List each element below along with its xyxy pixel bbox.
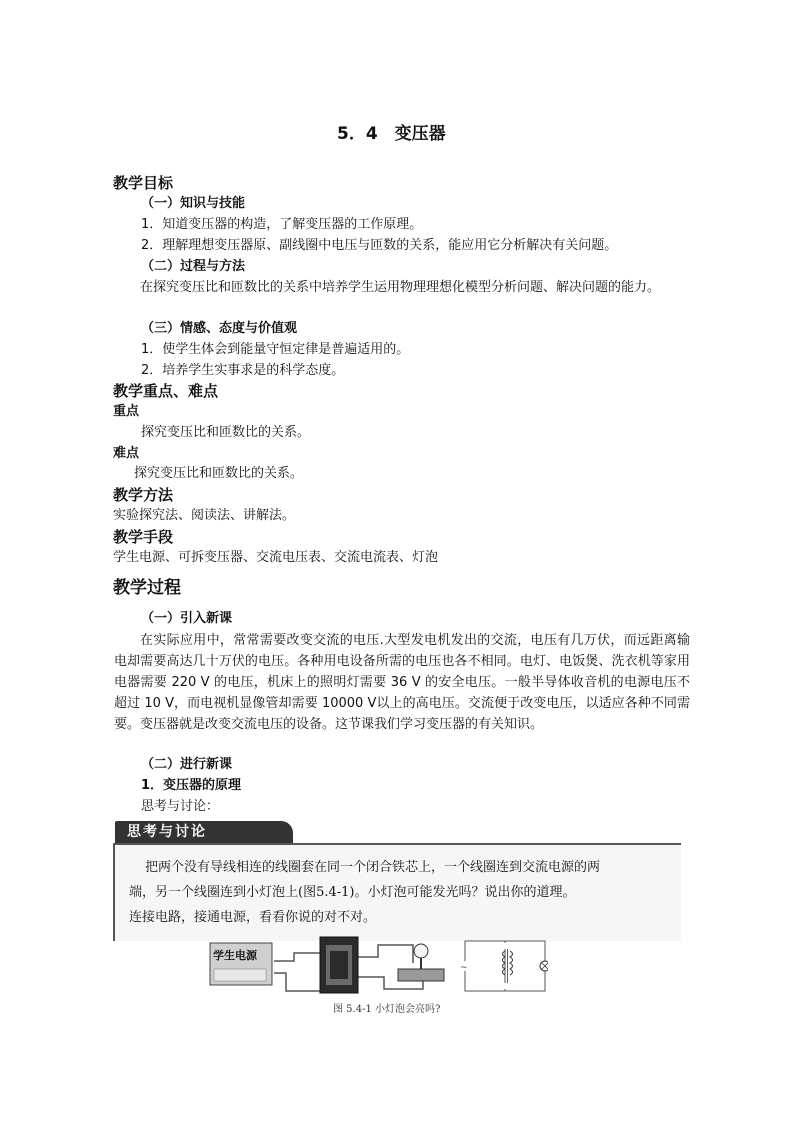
figure-box-title: 思考与讨论 [115, 821, 293, 843]
discussion-figure [113, 820, 687, 1020]
knowledge-item-1: 1．知道变压器的构造，了解变压器的工作原理。 [141, 217, 423, 232]
knowledge-heading: （一）知识与技能 [141, 196, 246, 211]
methods-text: 实验探究法、阅读法、讲解法。 [113, 508, 296, 523]
apparatus-illustration [208, 933, 548, 999]
principle-heading: 1．变压器的原理 [141, 778, 242, 793]
svg-text:~: ~ [460, 963, 468, 973]
emotion-item-2: 2．培养学生实事求是的科学态度。 [141, 363, 345, 378]
key-label: 重点 [113, 404, 140, 419]
figure-text-box [113, 843, 681, 941]
new-lesson-heading: （二）进行新课 [141, 757, 233, 772]
power-supply-label: 学生电源 [213, 949, 257, 962]
discussion-prompt: 思考与讨论： [141, 799, 220, 814]
figure-caption: 图 5.4-1 小灯泡会亮吗? [333, 1004, 441, 1015]
process-section-heading: 教学过程 [113, 578, 181, 598]
difficult-label: 难点 [113, 446, 140, 461]
process-heading: （二）过程与方法 [141, 259, 246, 274]
process-text: 在探究变压比和匝数比的关系中培养学生运用物理理想化模型分析问题、解决问题的能力。 [140, 280, 661, 295]
key-points-heading: 教学重点、难点 [113, 382, 219, 400]
objectives-heading: 教学目标 [113, 174, 174, 192]
tools-text: 学生电源、可拆变压器、交流电压表、交流电流表、灯泡 [113, 550, 439, 565]
page-title: 5．4 变压器 [337, 124, 446, 144]
emotion-heading: （三）情感、态度与价值观 [141, 321, 298, 336]
knowledge-item-2: 2．理解理想变压器原、副线圈中电压与匝数的关系，能应用它分析解决有关问题。 [141, 238, 618, 253]
figure-line-3: 连接电路，接通电源，看看你说的对不对。 [129, 910, 377, 925]
tools-heading: 教学手段 [113, 528, 174, 546]
intro-text: 在实际应用中，常常需要改变交流的电压.大型发电机发出的交流，电压有几万伏，而远距离输电却需要高达几十万伏的电压。各种用电设备所需的电压也各不相同。电灯、电饭煲、洗衣机等家用电器需要 220 V 的电压，机床上的照明灯需要 36 V 的安全电压。一般半导体收音机的电源电压不超过 10 V，而电视机显像管却需要 10000 V以上的高电压。交流便于改变电压，以适应各种不同需要。变压器就是改变交流电压的设备。这节课我们学习变压器的有关知识。 [114, 633, 690, 732]
intro-heading: （一）引入新课 [141, 611, 233, 626]
emotion-item-1: 1．使学生体会到能量守恒定律是普遍适用的。 [141, 342, 410, 357]
figure-line-1: 把两个没有导线相连的线圈套在同一个闭合铁芯上，一个线圈连到交流电源的两 [145, 860, 601, 875]
methods-heading: 教学方法 [113, 486, 174, 504]
figure-line-2: 端，另一个线圈连到小灯泡上(图5.4-1)。小灯泡可能发光吗？说出你的道理。 [129, 885, 576, 900]
difficult-text: 探究变压比和匝数比的关系。 [134, 466, 304, 481]
key-text: 探究变压比和匝数比的关系。 [141, 425, 311, 440]
